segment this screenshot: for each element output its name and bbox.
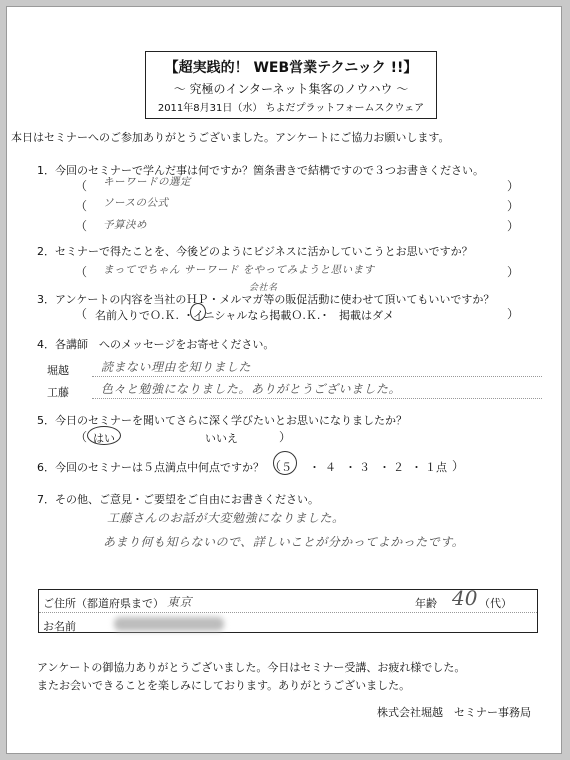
q2-answer: まってでちゃん サーワード をやってみようと思います	[103, 264, 375, 276]
q3-option-1: 名前入りでＯ.Ｋ.	[95, 309, 179, 322]
lecturer-name: 堀越	[47, 364, 69, 377]
redacted-name	[114, 617, 224, 631]
age-label: 年齢	[415, 597, 437, 610]
address-row	[39, 586, 537, 612]
bracket-open: （	[75, 199, 88, 213]
score-separator: ・	[309, 461, 320, 474]
respondent-form	[38, 586, 538, 633]
bracket-close: ）	[507, 265, 520, 279]
bracket-open: （	[75, 179, 88, 193]
bracket-close: ）	[452, 459, 465, 473]
question-3: 3．アンケートの内容を当社のＨＰ・メルマガ等の販促活動に使わせて頂いてもいいですか？	[37, 293, 495, 306]
address-value: 東京	[167, 595, 193, 609]
q1-answer-2: ソースの公式	[103, 197, 169, 209]
score-1: １点	[425, 461, 447, 474]
question-6: 6．今回のセミナーは５点満点中何点ですか？	[37, 461, 264, 474]
survey-sheet	[6, 6, 562, 754]
score-5: ５	[281, 461, 292, 474]
header-box	[145, 51, 437, 119]
score-3: ３	[359, 461, 370, 474]
bracket-close: ）	[279, 430, 292, 444]
bracket-open: （	[75, 430, 88, 444]
score-separator: ・	[345, 461, 356, 474]
bracket-open: （	[75, 219, 88, 233]
name-label: お名前	[43, 620, 76, 633]
question-7: 7．その他、ご意見・ご要望をご自由にお書きください。	[37, 493, 319, 506]
question-2: 2．セミナーで得たことを、今後どのようにビジネスに活かしていこうとお思いですか？	[37, 245, 473, 258]
seminar-subtitle: ～ 究極のインターネット集客のノウハウ ～	[173, 82, 409, 96]
score-2: ２	[393, 461, 404, 474]
footer-thanks: アンケートの御協力ありがとうございました。今日はセミナー受講、お疲れ様でした。	[37, 661, 466, 674]
q7-answer-line-1: 工藤さんのお話が大変勉強になりました。	[107, 511, 345, 525]
lecturer-name: 工藤	[47, 386, 69, 399]
bracket-open: （	[75, 265, 88, 279]
address-label: ご住所（都道府県まで）	[43, 597, 164, 610]
seminar-title: 【超実践的！ WEB営業テクニック !!】	[164, 60, 418, 76]
q3-note: 会社名	[249, 283, 278, 293]
q1-answer-1: キーワードの選定	[103, 176, 191, 188]
bracket-close: ）	[507, 199, 520, 213]
bracket-close: ）	[507, 307, 520, 321]
bracket-close: ）	[507, 219, 520, 233]
event-date-venue: 2011年8月31日（水） ちよだプラットフォームスクウェア	[157, 103, 425, 114]
score-separator: ・	[379, 461, 390, 474]
age-unit: （代）	[479, 597, 512, 610]
q4-answer-horikoshi: 読まない理由を知りました	[101, 360, 252, 374]
score-4: ４	[325, 461, 336, 474]
q4-answer-kudo: 色々と勉強になりました。ありがとうございました。	[101, 382, 402, 396]
q3-option-3: 掲載はダメ	[339, 309, 394, 322]
intro-text: 本日はセミナーへのご参加ありがとうございました。アンケートにご協力お願いします。	[11, 131, 450, 144]
question-5: 5．今日のセミナーを聞いてさらに深く学びたいとお思いになりましたか？	[37, 414, 407, 427]
question-4: 4．各講師 へのメッセージをお寄せください。	[37, 338, 275, 351]
q1-answer-3: 予算決め	[103, 219, 147, 231]
q3-option-2: イニシャルなら掲載Ｏ.Ｋ.	[193, 309, 321, 322]
q3-bullet: ・	[319, 309, 330, 322]
answer-line	[92, 398, 542, 399]
footer-company: 株式会社堀越 セミナー事務局	[377, 706, 531, 719]
question-1: 1．今回のセミナーで学んだ事は何ですか？箇条書きで結構ですので３つお書きください。	[37, 164, 484, 177]
score-separator: ・	[411, 461, 422, 474]
name-row	[39, 612, 537, 634]
answer-line	[92, 376, 542, 377]
age-value: 40	[452, 586, 478, 610]
q3-bullet: ・	[183, 309, 194, 322]
q5-yes: はい	[93, 432, 115, 445]
q5-no: いいえ	[205, 432, 238, 445]
bracket-close: ）	[507, 179, 520, 193]
bracket-open: （	[75, 307, 88, 321]
bracket-open: （	[269, 459, 282, 473]
footer-message: またお会いできることを楽しみにしております。ありがとうございました。	[37, 679, 411, 692]
q7-answer-line-2: あまり何も知らないので、詳しいことが分かってよかったです。	[103, 535, 465, 549]
